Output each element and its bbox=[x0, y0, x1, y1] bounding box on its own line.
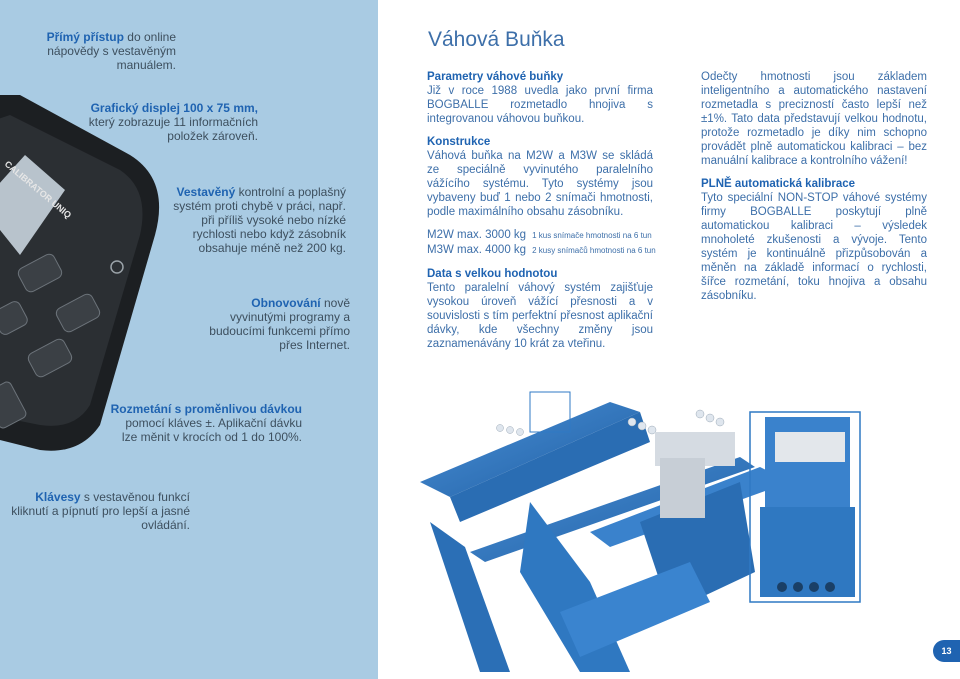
callout-updates: Obnovování nově vyvinutými programy a budoucími funkcemi přímo přes Internet. bbox=[209, 296, 350, 352]
section-load-cell-params bbox=[427, 70, 653, 126]
section-text: Již v roce 1988 uvedla jako první firma BOGBALLE rozmetadlo hnojiva s integrovanou váhovou buňkou. bbox=[427, 85, 653, 125]
section-auto-calibration bbox=[701, 177, 927, 303]
calibrator-device-image bbox=[0, 95, 360, 455]
section-heading: Konstrukce bbox=[427, 136, 491, 148]
spec-main: M3W max. 4000 kg bbox=[427, 244, 527, 256]
section-weight-readings bbox=[701, 70, 927, 168]
section-text: Tento paralelní váhový systém zajišťuje vysokou úroveň vážící přesnosti a v souvislosti s tím perfektní přesnost aplikační dávky, kde všechny změny jsou zaznamenávány 10 krát za vteřinu. bbox=[427, 282, 653, 350]
section-high-value-data bbox=[427, 267, 653, 351]
callout-variable-rate: Rozmetání s proměnlivou dávkou pomocí kláves ±. Aplikační dávku lze měnit v krocích od 1 do 100%. bbox=[110, 402, 302, 444]
page-title: Váhová Buňka bbox=[428, 28, 565, 51]
section-heading: Parametry váhové buňky bbox=[427, 71, 564, 83]
spec-row-m2w bbox=[427, 228, 653, 243]
spec-note: 1 kus snímače hmotnosti na 6 tun bbox=[532, 231, 652, 240]
callout-keys: Klávesy s vestavěnou funkcí kliknutí a pípnutí pro lepší a jasné ovládání. bbox=[11, 490, 190, 532]
spec-note: 2 kusy snímačů hmotnosti na 6 tun bbox=[532, 246, 656, 255]
spec-main: M2W max. 3000 kg bbox=[427, 229, 527, 241]
section-construction bbox=[427, 135, 653, 219]
callout-built-in-alarm: Vestavěný kontrolní a poplašný systém proti chybě v práci, např. při příliš vysoké nebo nízké rychlosti nebo když zásobník obsahuje méně než 200 kg. bbox=[173, 185, 346, 255]
load-cell-frame-illustration bbox=[410, 372, 910, 672]
spec-row-m3w bbox=[427, 243, 656, 258]
device-label: CALIBRATOR UNIQ bbox=[2, 158, 74, 221]
capacity-specs bbox=[427, 228, 656, 258]
section-text: Váhová buňka na M2W a M3W se skládá ze speciálně vyvinutého paralelního vážícího systému. Tyto systémy jsou vybaveny buď 1 nebo 2 snímači hmotnosti, podle maximálního obsahu zásobníku. bbox=[427, 150, 653, 218]
section-text: Tyto speciální NON-STOP váhové systémy firmy BOGBALLE poskytují plně automatickou kalibraci – výsledek mnoholeté zkušenosti a vývoje. Tento systém je kontinuálně přizpůsobován a měněn na základě informací o rychlosti, šířce rozmetání, toku hnojiva a obsahu zásobníku. bbox=[701, 192, 927, 302]
section-text: Odečty hmotnosti jsou základem inteligentního a automatického nastavení rozmetadla s precizností často lepší než ±1%. Tato data představují velkou hodnotu, protože rozmetadlo je díky nim schopno provádět plně automatickou kalibraci – bez manuální kalibrace a kontrolního vážení! bbox=[701, 71, 927, 167]
left-feature-panel bbox=[0, 0, 378, 679]
text-column-1 bbox=[427, 70, 656, 360]
callout-direct-access: Přímý přístup do online nápovědy s vestavěným manuálem. bbox=[46, 30, 176, 72]
callout-graphic-display: Grafický displej 100 x 75 mm, který zobrazuje 11 informačních položek zároveň. bbox=[88, 101, 258, 143]
section-heading: Data s velkou hodnotou bbox=[427, 268, 558, 280]
section-heading: PLNĚ automatická kalibrace bbox=[701, 178, 856, 190]
page-number-badge: 13 bbox=[933, 640, 960, 662]
text-column-2 bbox=[701, 70, 927, 312]
